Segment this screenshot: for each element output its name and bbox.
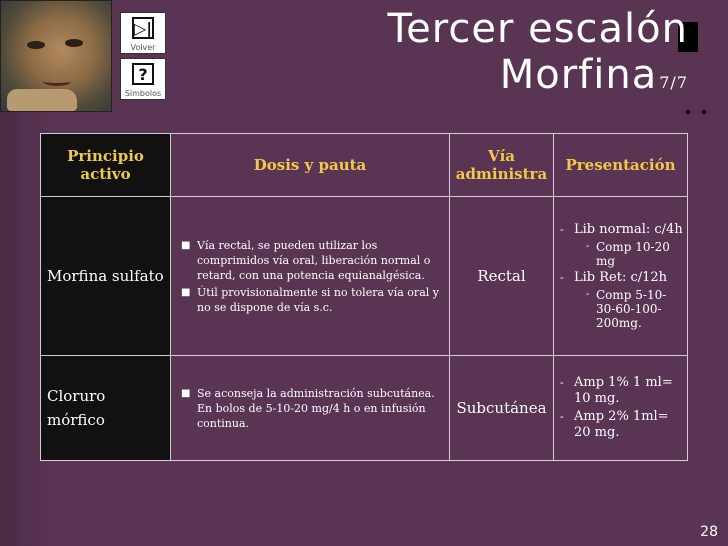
cell-principio: Morfina sulfato xyxy=(41,197,171,356)
title-line-2 xyxy=(388,52,688,106)
cell-dosis xyxy=(171,197,450,356)
header-via: Vía administra xyxy=(450,134,554,197)
dosage-table xyxy=(40,133,688,461)
cell-presentacion xyxy=(554,197,688,356)
cell-presentacion xyxy=(554,356,688,461)
cell-principio: Cloruro mórfico xyxy=(41,356,171,461)
table-row xyxy=(41,356,688,461)
volver-button[interactable] xyxy=(120,12,166,54)
cell-via: Rectal xyxy=(450,197,554,356)
table-row xyxy=(41,197,688,356)
pres-item: - Amp 1% 1 ml= 10 mg. xyxy=(560,375,673,406)
simbolos-label: Símbolos xyxy=(124,89,162,98)
table-header-row xyxy=(41,134,688,197)
portrait-mouth xyxy=(43,77,71,86)
dose-item: ■ Vía rectal, se pueden utilizar los comprimidos vía oral, liberación normal o retard, con una potencia equianalgésica. xyxy=(181,238,443,283)
pres-item: - Lib normal: c/4h xyxy=(560,222,683,237)
decor-square xyxy=(686,110,690,114)
portrait-image xyxy=(0,0,112,112)
header-dosis: Dosis y pauta xyxy=(171,134,450,197)
page-number: 28 xyxy=(700,524,718,540)
volver-label: Volver xyxy=(130,43,156,52)
skip-end-icon: ▷| xyxy=(133,18,153,38)
pres-item-text: Lib Ret: c/12h xyxy=(574,270,668,285)
question-icon: ? xyxy=(132,63,154,85)
pres-item-text: Amp 1% 1 ml= 10 mg. xyxy=(574,375,673,406)
pres-item: - Amp 2% 1ml= 20 mg. xyxy=(560,409,669,440)
header-presentacion: Presentación xyxy=(554,134,688,197)
dose-item: ■ Se aconseja la administración subcutánea. En bolos de 5-10-20 mg/4 h o en infusión continua. xyxy=(181,386,443,431)
decor-square xyxy=(702,110,706,114)
pres-item: - Lib Ret: c/12h xyxy=(560,270,668,285)
page-title xyxy=(388,6,688,106)
pres-subitem: - Comp 5-10-30-60-100-200mg. xyxy=(586,288,667,330)
simbolos-button[interactable] xyxy=(120,58,166,100)
portrait-eye-right xyxy=(65,39,83,47)
cell-dosis xyxy=(171,356,450,461)
cell-via: Subcutánea xyxy=(450,356,554,461)
header-principio: Principio activo xyxy=(41,134,171,197)
pres-subitem: - Comp 10-20 mg xyxy=(586,240,670,268)
slide-fraction: 7/7 xyxy=(659,73,688,92)
dose-item: ■ Útil provisionalmente si no tolera vía oral y no se dispone de vía s.c. xyxy=(181,285,443,315)
title-line-1: Tercer escalón xyxy=(387,6,688,52)
pres-item-text: Amp 2% 1ml= 20 mg. xyxy=(574,409,669,440)
portrait-hand xyxy=(7,89,77,111)
pres-sub-text: Comp 10-20 mg xyxy=(596,240,670,268)
pres-item-text: Lib normal: c/4h xyxy=(574,222,683,237)
pres-sub-text: Comp 5-10-30-60-100-200mg. xyxy=(596,288,667,330)
portrait-eye-left xyxy=(27,41,45,49)
title-drug: Morfina xyxy=(499,52,658,98)
